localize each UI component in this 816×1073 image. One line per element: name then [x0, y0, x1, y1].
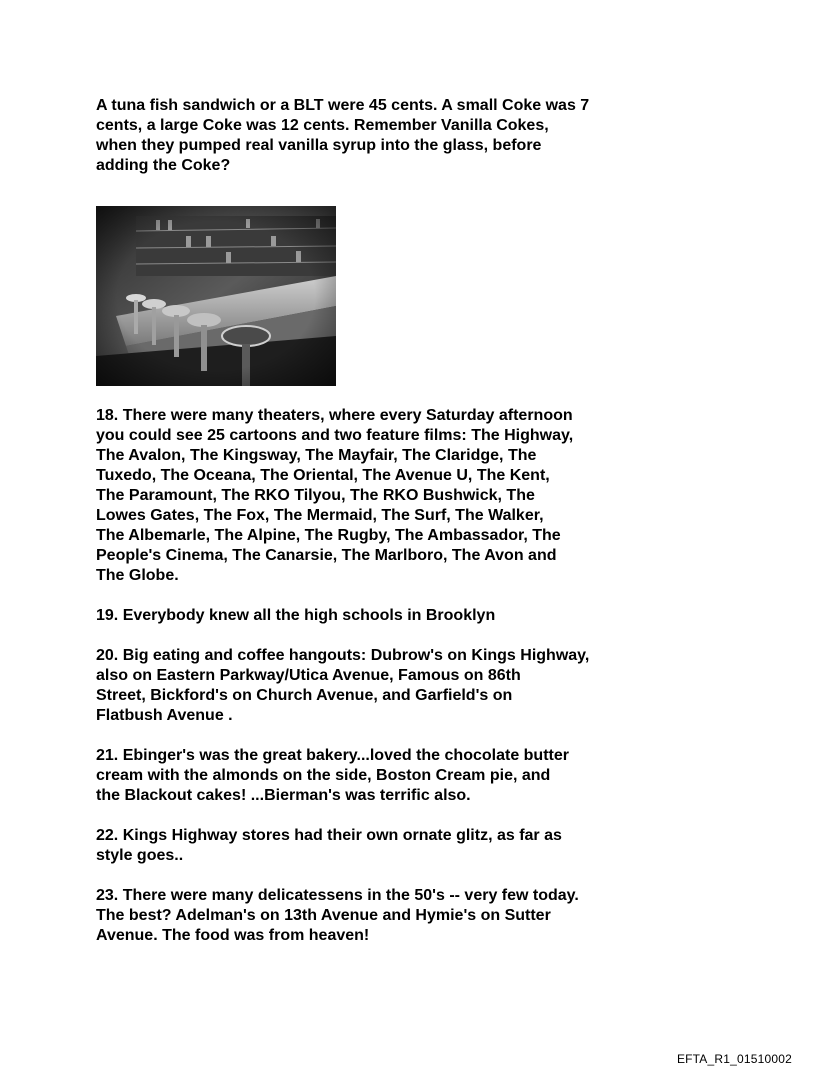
text-line: 22. Kings Highway stores had their own ornate glitz, as far as: [96, 827, 562, 844]
text-line: adding the Coke?: [96, 157, 231, 174]
list-item-18: [96, 406, 674, 586]
text-line: style goes..: [96, 847, 184, 864]
text-line: Tuxedo, The Oceana, The Oriental, The Avenue U, The Kent,: [96, 467, 550, 484]
text-line: cents, a large Coke was 12 cents. Remember Vanilla Cokes,: [96, 117, 549, 134]
document-id-footer: EFTA_R1_01510002: [676, 1052, 792, 1066]
text-line: Lowes Gates, The Fox, The Mermaid, The Surf, The Walker,: [96, 507, 544, 524]
text-line: The Globe.: [96, 567, 179, 584]
text-line: Street, Bickford's on Church Avenue, and Garfield's on: [96, 687, 513, 704]
list-item-19: [96, 606, 674, 626]
text-line: 23. There were many delicatessens in the 50's -- very few today.: [96, 887, 579, 904]
text-line: The Paramount, The RKO Tilyou, The RKO Bushwick, The: [96, 487, 535, 504]
text-line: 18. There were many theaters, where every Saturday afternoon: [96, 407, 573, 424]
text-line: when they pumped real vanilla syrup into the glass, before: [96, 137, 542, 154]
text-line: Flatbush Avenue .: [96, 707, 233, 724]
list-item-22: [96, 826, 674, 866]
text-line: A tuna fish sandwich or a BLT were 45 cents. A small Coke was 7: [96, 97, 590, 114]
list-item-20: [96, 646, 674, 726]
text-line: Avenue. The food was from heaven!: [96, 927, 370, 944]
text-line: The best? Adelman's on 13th Avenue and Hymie's on Sutter: [96, 907, 551, 924]
text-line: cream with the almonds on the side, Boston Cream pie, and: [96, 767, 551, 784]
list-item-21: [96, 746, 674, 806]
text-line: 21. Ebinger's was the great bakery...loved the chocolate butter: [96, 747, 569, 764]
intro-paragraph: [96, 96, 674, 176]
text-line: 20. Big eating and coffee hangouts: Dubrow's on Kings Highway,: [96, 647, 590, 664]
text-line: you could see 25 cartoons and two feature films: The Highway,: [96, 427, 574, 444]
text-line: also on Eastern Parkway/Utica Avenue, Famous on 86th: [96, 667, 521, 684]
text-line: The Avalon, The Kingsway, The Mayfair, The Claridge, The: [96, 447, 537, 464]
text-line: The Albemarle, The Alpine, The Rugby, The Ambassador, The: [96, 527, 561, 544]
text-line: People's Cinema, The Canarsie, The Marlboro, The Avon and: [96, 547, 557, 564]
text-line: the Blackout cakes! ...Bierman's was terrific also.: [96, 787, 471, 804]
soda-fountain-photo: [96, 206, 336, 386]
text-line: 19. Everybody knew all the high schools in Brooklyn: [96, 607, 496, 624]
list-item-23: [96, 886, 674, 946]
